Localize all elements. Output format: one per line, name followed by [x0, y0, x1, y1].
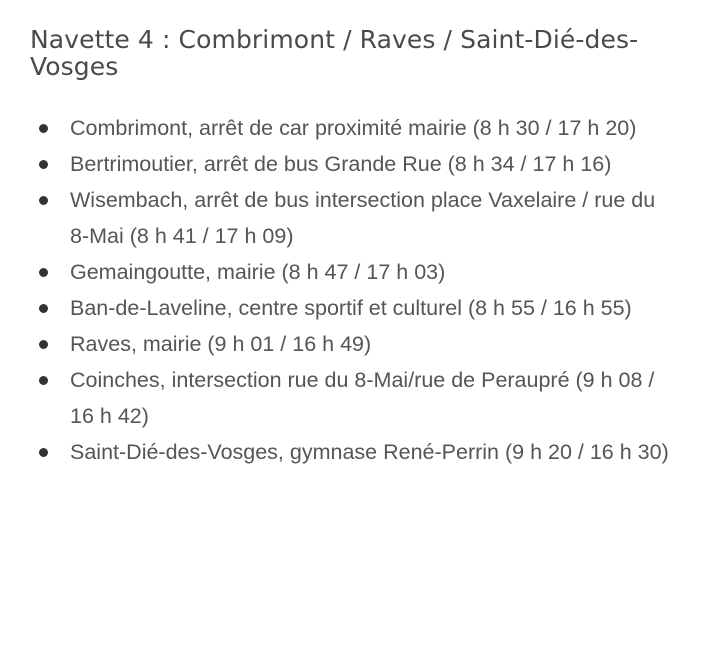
section-heading: Navette 4 : Combrimont / Raves / Saint-Dié-des-Vosges: [30, 25, 639, 81]
stop-text: Wisembach, arrêt de bus intersection place Vaxelaire / rue du 8-Mai (8 h 41 / 17 h 09): [70, 188, 656, 248]
list-item: [30, 362, 670, 434]
list-item: [30, 110, 670, 146]
stop-text: Coinches, intersection rue du 8-Mai/rue de Peraupré (9 h 08 / 16 h 42): [70, 368, 655, 428]
stop-text: Bertrimoutier, arrêt de bus Grande Rue (8 h 34 / 17 h 16): [70, 152, 612, 176]
bullet-icon: [39, 376, 48, 385]
stop-text: Ban-de-Laveline, centre sportif et culturel (8 h 55 / 16 h 55): [70, 296, 632, 320]
bullet-icon: [39, 304, 48, 313]
stop-list: [30, 110, 672, 470]
list-item: [30, 434, 670, 470]
bullet-icon: [39, 196, 48, 205]
stop-text: Raves, mairie (9 h 01 / 16 h 49): [70, 332, 372, 356]
bullet-icon: [39, 160, 48, 169]
stop-text: Saint-Dié-des-Vosges, gymnase René-Perrin (9 h 20 / 16 h 30): [70, 440, 669, 464]
list-item: [30, 146, 670, 182]
bullet-icon: [39, 268, 48, 277]
list-item: [30, 254, 670, 290]
list-item: [30, 326, 670, 362]
bullet-icon: [39, 340, 48, 349]
bullet-icon: [39, 124, 48, 133]
list-item: [30, 290, 670, 326]
list-item: [30, 182, 670, 254]
stop-text: Combrimont, arrêt de car proximité mairie (8 h 30 / 17 h 20): [70, 116, 637, 140]
stop-text: Gemaingoutte, mairie (8 h 47 / 17 h 03): [70, 260, 446, 284]
bullet-icon: [39, 448, 48, 457]
